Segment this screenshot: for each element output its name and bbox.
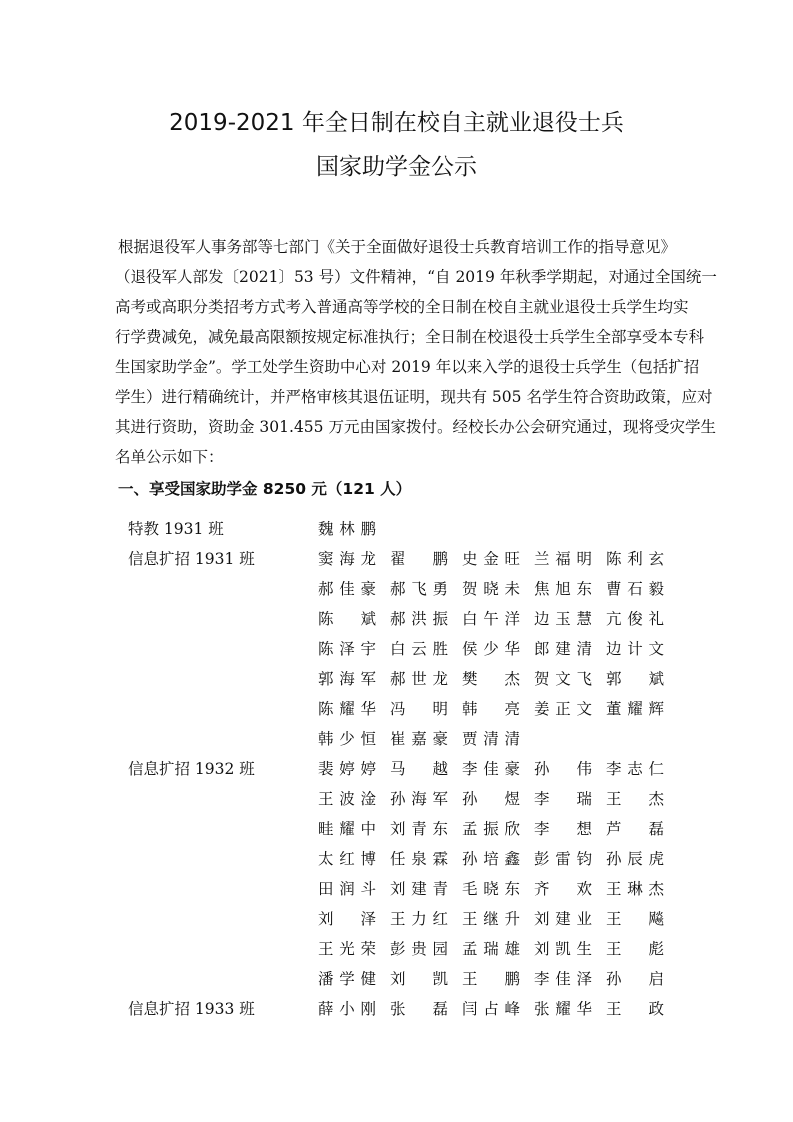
section-heading: 一、享受国家助学金 8250 元（121 人） [118,480,412,498]
student-name: 李想 [534,820,592,838]
student-name: 毛晓东 [462,880,520,898]
student-name: 郝世龙 [390,670,448,688]
student-name: 李佳豪 [462,760,520,778]
intro-line: 名单公示如下： [115,448,224,466]
student-name: 侯少华 [462,640,520,658]
student-name: 魏林鹏 [318,520,376,538]
student-name: 马越 [390,760,448,778]
student-name: 陈斌 [318,610,376,628]
student-name: 齐欢 [534,880,592,898]
intro-line: 学生）进行精确统计，并严格审核其退伍证明，现共有 505 名学生符合资助政策，应对 [115,388,713,406]
student-name: 孙辰虎 [606,850,664,868]
student-name: 贺文飞 [534,670,592,688]
student-name: 任泉霖 [390,850,448,868]
student-name: 太红博 [318,850,376,868]
student-name: 郭斌 [606,670,664,688]
intro-line: 生国家助学金”。学工处学生资助中心对 2019 年以来入学的退役士兵学生（包括扩招 [115,358,700,376]
student-name: 张耀华 [534,1000,592,1018]
student-name: 陈耀华 [318,700,376,718]
student-name: 曹石毅 [606,580,664,598]
student-name: 孙煜 [462,790,520,808]
student-name: 王光荣 [318,940,376,958]
student-name: 刘凯生 [534,940,592,958]
student-name: 史金旺 [462,550,520,568]
student-name: 王彪 [606,940,664,958]
intro-line: 其进行资助，资助金 301.455 万元由国家拨付。经校长办公会研究通过，现将受灾学生 [115,418,716,436]
student-name: 闫占峰 [462,1000,520,1018]
student-name: 冯明 [390,700,448,718]
student-name: 董耀辉 [606,700,664,718]
student-name: 郝飞勇 [390,580,448,598]
student-name: 孟振欣 [462,820,520,838]
student-name: 郎建清 [534,640,592,658]
student-name: 韩亮 [462,700,520,718]
student-name: 焦旭东 [534,580,592,598]
student-name: 王鹏 [462,970,520,988]
document-title-line1: 2019-2021 年全日制在校自主就业退役士兵 [169,110,624,136]
student-name: 李佳泽 [534,970,592,988]
student-name: 薛小刚 [318,1000,376,1018]
student-name: 贺晓未 [462,580,520,598]
student-name: 孙培鑫 [462,850,520,868]
student-name: 孙伟 [534,760,592,778]
student-name: 兰福明 [534,550,592,568]
student-name: 王政 [606,1000,664,1018]
student-name: 王继升 [462,910,520,928]
student-name: 白云胜 [390,640,448,658]
student-name: 翟鹏 [390,550,448,568]
student-name: 芦磊 [606,820,664,838]
student-name: 李志仁 [606,760,664,778]
document-title-line2: 国家助学金公示 [316,154,477,180]
student-name: 畦耀中 [318,820,376,838]
student-name: 窦海龙 [318,550,376,568]
student-name: 彭贵园 [390,940,448,958]
student-name: 彭雷钧 [534,850,592,868]
student-name: 贾清清 [462,730,520,748]
class-name: 信息扩招 1932 班 [128,760,255,778]
student-name: 刘泽 [318,910,376,928]
student-name: 崔嘉豪 [390,730,448,748]
student-name: 潘学健 [318,970,376,988]
student-name: 张磊 [390,1000,448,1018]
student-name: 郝洪振 [390,610,448,628]
student-name: 裴婷婷 [318,760,376,778]
class-name: 特教 1931 班 [128,520,224,538]
student-name: 白午洋 [462,610,520,628]
class-name: 信息扩招 1931 班 [128,550,255,568]
intro-line: （退役军人部发〔2021〕53 号）文件精神，“自 2019 年秋季学期起，对通过全国统一 [115,268,717,286]
student-name: 樊杰 [462,670,520,688]
intro-line: 根据退役军人事务部等七部门《关于全面做好退役士兵教育培训工作的指导意见》 [118,238,677,256]
student-name: 孟瑞雄 [462,940,520,958]
student-name: 王波淦 [318,790,376,808]
student-name: 边计文 [606,640,664,658]
student-name: 姜正文 [534,700,592,718]
student-name: 孙启 [606,970,664,988]
student-name: 田润斗 [318,880,376,898]
student-name: 韩少恒 [318,730,376,748]
intro-line: 行学费减免，减免最高限额按规定标准执行；全日制在校退役士兵学生全部享受本专科 [115,328,705,346]
student-name: 王琳杰 [606,880,664,898]
student-name: 亢俊礼 [606,610,664,628]
student-name: 刘建业 [534,910,592,928]
student-name: 李瑞 [534,790,592,808]
student-name: 刘青东 [390,820,448,838]
student-name: 王杰 [606,790,664,808]
student-name: 刘建青 [390,880,448,898]
student-name: 陈利玄 [606,550,664,568]
student-name: 郭海军 [318,670,376,688]
student-name: 王力红 [390,910,448,928]
student-name: 孙海军 [390,790,448,808]
student-name: 王飚 [606,910,664,928]
class-name: 信息扩招 1933 班 [128,1000,255,1018]
intro-line: 高考或高职分类招考方式考入普通高等学校的全日制在校自主就业退役士兵学生均实 [115,298,689,316]
student-name: 边玉慧 [534,610,592,628]
student-name: 陈泽宇 [318,640,376,658]
student-name: 郝佳豪 [318,580,376,598]
student-name: 刘凯 [390,970,448,988]
intro-paragraph [115,232,717,472]
